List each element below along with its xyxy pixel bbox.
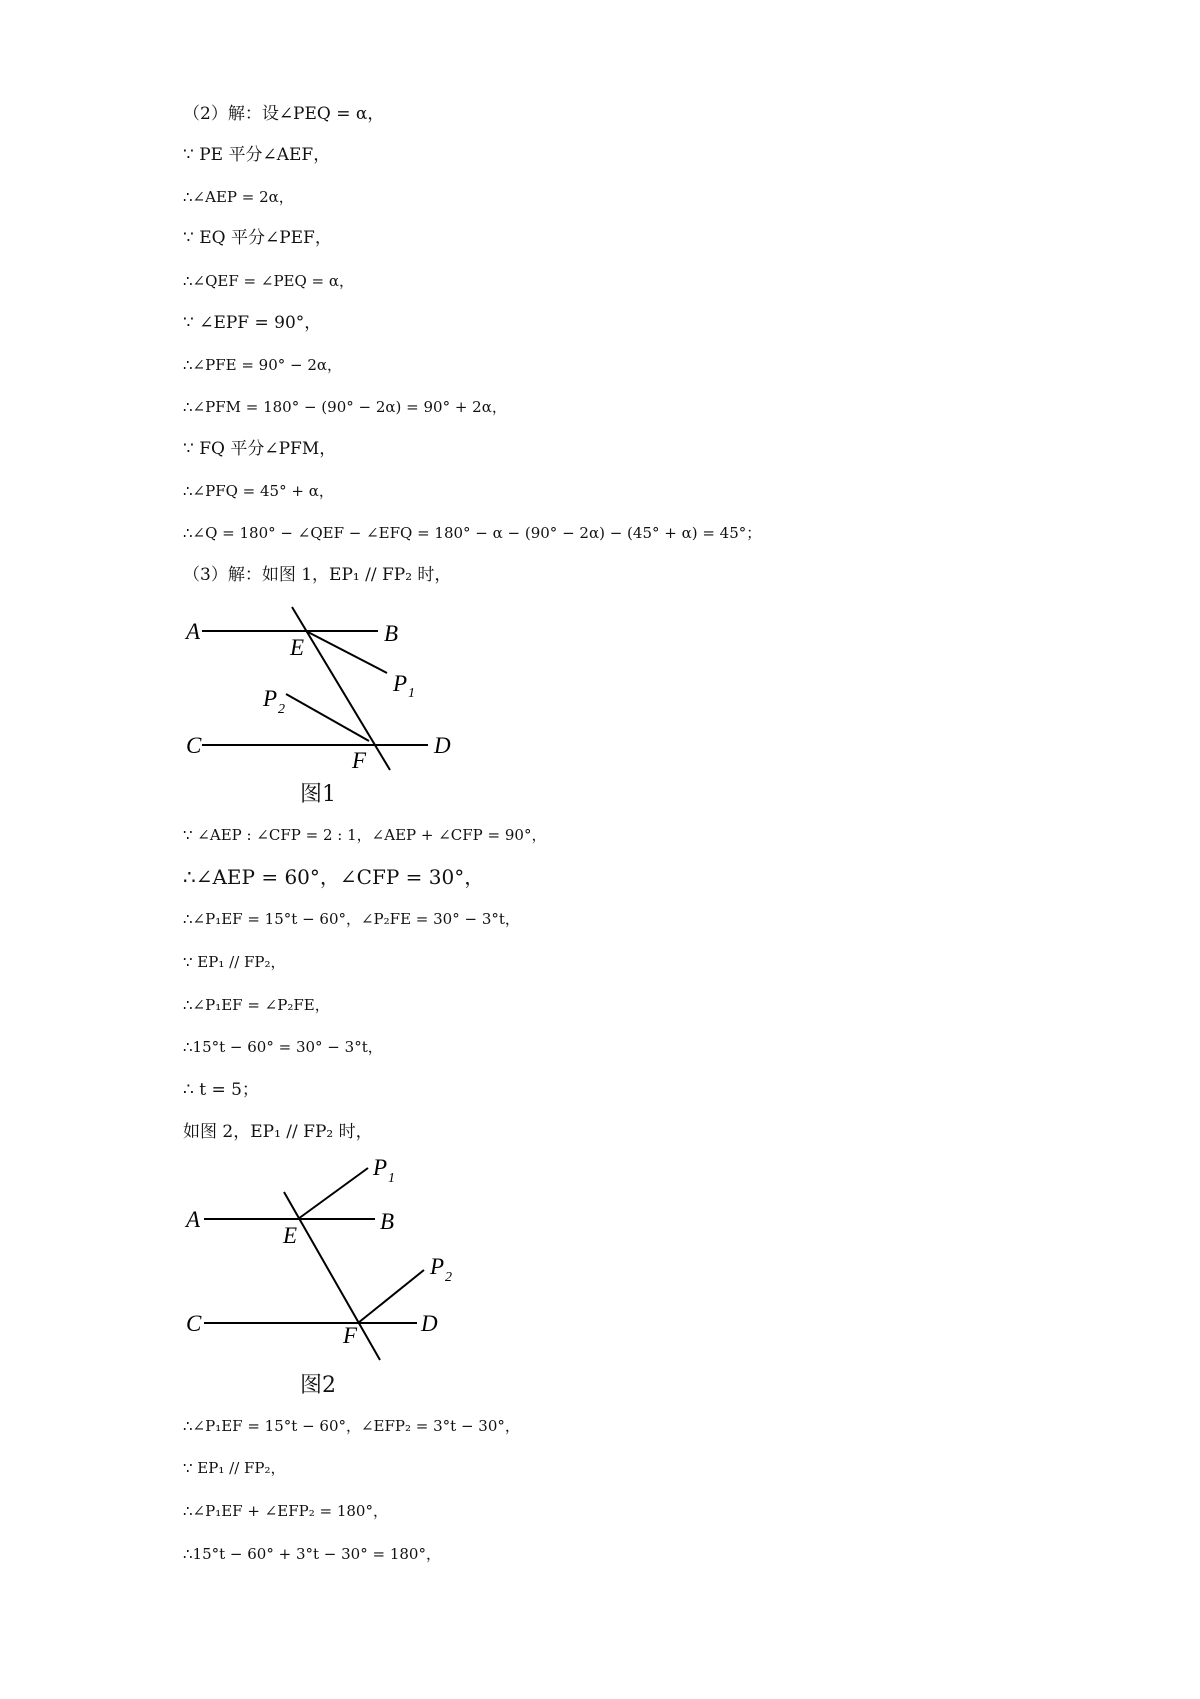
figure-1-caption: 图1 xyxy=(300,782,336,807)
label-a: A xyxy=(186,619,201,644)
transversal-ef xyxy=(284,1192,380,1360)
line-step: ∴∠P₁EF = ∠P₂FE， xyxy=(183,996,330,1014)
label-b: B xyxy=(380,1209,395,1234)
line-step: ∵ EP₁ // FP₂， xyxy=(183,1459,286,1477)
line-part2-intro: （2）解：设∠PEQ = α， xyxy=(183,104,385,124)
line-result: ∴ t = 5； xyxy=(183,1080,259,1100)
line-step: ∵ EQ 平分∠PEF， xyxy=(183,228,332,248)
label-b: B xyxy=(384,621,399,646)
label-e: E xyxy=(290,635,305,660)
figure-2-diagram xyxy=(180,1150,480,1370)
ray-ep1 xyxy=(298,1168,368,1219)
line-step: ∴∠QEF = ∠PEQ = α， xyxy=(183,272,355,290)
line-step: ∵ FQ 平分∠PFM， xyxy=(183,439,337,459)
label-c: C xyxy=(186,1311,202,1336)
label-a: A xyxy=(186,1207,201,1232)
label-f: F xyxy=(352,748,367,773)
line-conclusion: ∴∠Q = 180° − ∠QEF − ∠EFQ = 180° − α − (90° − 2α) − (45° + α) = 45°； xyxy=(183,524,762,542)
figure-2 xyxy=(180,1150,480,1370)
line-step: ∴15°t − 60° = 30° − 3°t， xyxy=(183,1038,383,1056)
label-p2: P xyxy=(430,1254,445,1279)
line-step: ∵ ∠EPF = 90°， xyxy=(183,313,322,333)
line-step: ∴∠P₁EF = 15°t − 60°，∠P₂FE = 30° − 3°t， xyxy=(183,910,520,928)
line-step: ∵ EP₁ // FP₂， xyxy=(183,953,286,971)
label-p2-sub: 2 xyxy=(445,1270,452,1285)
line-step: ∵ PE 平分∠AEF， xyxy=(183,145,331,165)
label-e: E xyxy=(283,1223,298,1248)
line-step: ∴∠PFM = 180° − (90° − 2α) = 90° + 2α， xyxy=(183,398,507,416)
label-d: D xyxy=(421,1311,438,1336)
figure-2-caption: 图2 xyxy=(300,1373,336,1398)
label-p1: P xyxy=(393,671,408,696)
label-p1-sub: 1 xyxy=(408,686,415,701)
line-step: ∴15°t − 60° + 3°t − 30° = 180°， xyxy=(183,1545,441,1563)
line-part3-intro: （3）解：如图 1，EP₁ // FP₂ 时， xyxy=(183,565,452,585)
line-step: ∴∠PFQ = 45° + α， xyxy=(183,482,334,500)
line-step: ∴∠P₁EF + ∠EFP₂ = 180°， xyxy=(183,1502,388,1520)
line-step: ∵ ∠AEP : ∠CFP = 2 : 1，∠AEP + ∠CFP = 90°， xyxy=(183,826,547,844)
line-step: ∴∠P₁EF = 15°t − 60°，∠EFP₂ = 3°t − 30°， xyxy=(183,1417,520,1435)
label-d: D xyxy=(434,733,451,758)
label-p1: P xyxy=(373,1155,388,1180)
label-p2: P xyxy=(263,686,278,711)
label-f: F xyxy=(343,1323,358,1348)
label-p2-sub: 2 xyxy=(278,702,285,717)
line-step: ∴∠PFE = 90° − 2α， xyxy=(183,356,343,374)
line-step: ∴∠AEP = 60°，∠CFP = 30°， xyxy=(183,865,485,889)
label-c: C xyxy=(186,733,202,758)
figure-1-diagram xyxy=(180,600,480,780)
figure-1 xyxy=(180,600,480,780)
line-step: ∴∠AEP = 2α， xyxy=(183,188,294,206)
label-p1-sub: 1 xyxy=(388,1171,395,1186)
ray-fp2 xyxy=(286,694,369,741)
ray-fp2 xyxy=(358,1270,424,1323)
line-case2-intro: 如图 2，EP₁ // FP₂ 时， xyxy=(183,1122,373,1142)
